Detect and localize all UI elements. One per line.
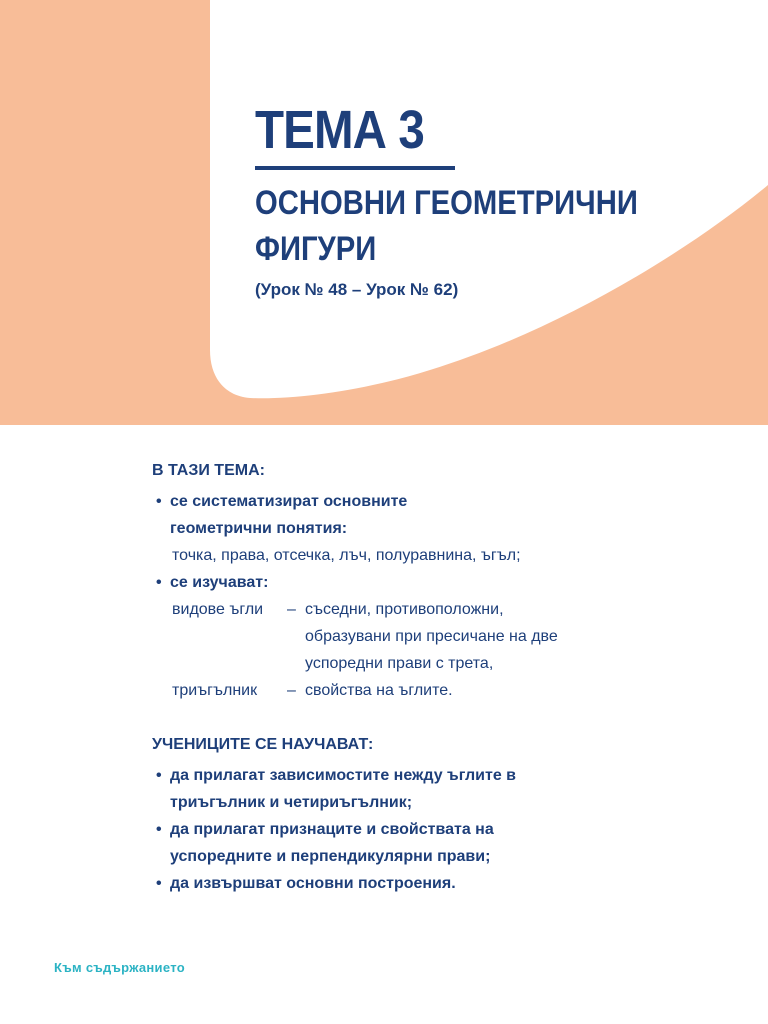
description: успоредни прави с трета, <box>305 655 494 672</box>
bullet-text: • се систематизират основните <box>170 493 408 510</box>
description: образувани при пресичане на две <box>305 628 558 645</box>
bullet-text: • да прилагат признаците и свойствата на <box>170 821 494 838</box>
chapter-overview <box>152 460 712 897</box>
theme-title: ТЕМА 3 <box>255 100 424 160</box>
title-underline <box>255 166 455 170</box>
term-dash: – <box>287 682 296 699</box>
concepts-list: точка, права, отсечка, лъч, полуравнина, ъгъл; <box>172 547 521 564</box>
section-heading-outcomes: УЧЕНИЦИТЕ СЕ НАУЧАВАТ: <box>152 736 374 753</box>
list-item <box>152 762 712 816</box>
list-item <box>152 816 712 870</box>
chapter-subtitle <box>255 180 685 272</box>
chapter-header <box>255 100 755 300</box>
list-item <box>152 569 712 596</box>
table-of-contents-link[interactable]: Към съдържанието <box>54 960 185 975</box>
definition-row-triangle <box>152 677 712 704</box>
description: съседни, противоположни, <box>305 601 504 618</box>
lesson-range: (Урок № 48 – Урок № 62) <box>255 280 459 299</box>
term-dash: – <box>287 601 296 618</box>
term-angles: видове ъгли <box>172 601 264 618</box>
subtitle-line-2: ФИГУРИ <box>255 230 377 268</box>
bullet-text: триъгълник и четириъгълник; <box>170 794 413 811</box>
bullet-text: успоредните и перпендикулярни прави; <box>170 848 491 865</box>
subtitle-line-1: ОСНОВНИ ГЕОМЕТРИЧНИ <box>255 184 638 222</box>
term-triangle: триъгълник <box>172 682 258 699</box>
list-item <box>152 870 712 897</box>
bullet-text: • да извършват основни построения. <box>170 875 456 892</box>
bullet-text: • да прилагат зависимостите нежду ъглите в <box>170 767 516 784</box>
section-heading-topics: В ТАЗИ ТЕМА: <box>152 462 265 479</box>
list-item <box>152 488 712 542</box>
description: свойства на ъглите. <box>305 682 453 699</box>
definition-row-angles <box>152 596 712 623</box>
definition-row-continued <box>152 623 712 650</box>
definition-row-continued <box>152 650 712 677</box>
bullet-text: геометрични понятия: <box>170 520 348 537</box>
bullet-text: • се изучават: <box>170 574 269 591</box>
